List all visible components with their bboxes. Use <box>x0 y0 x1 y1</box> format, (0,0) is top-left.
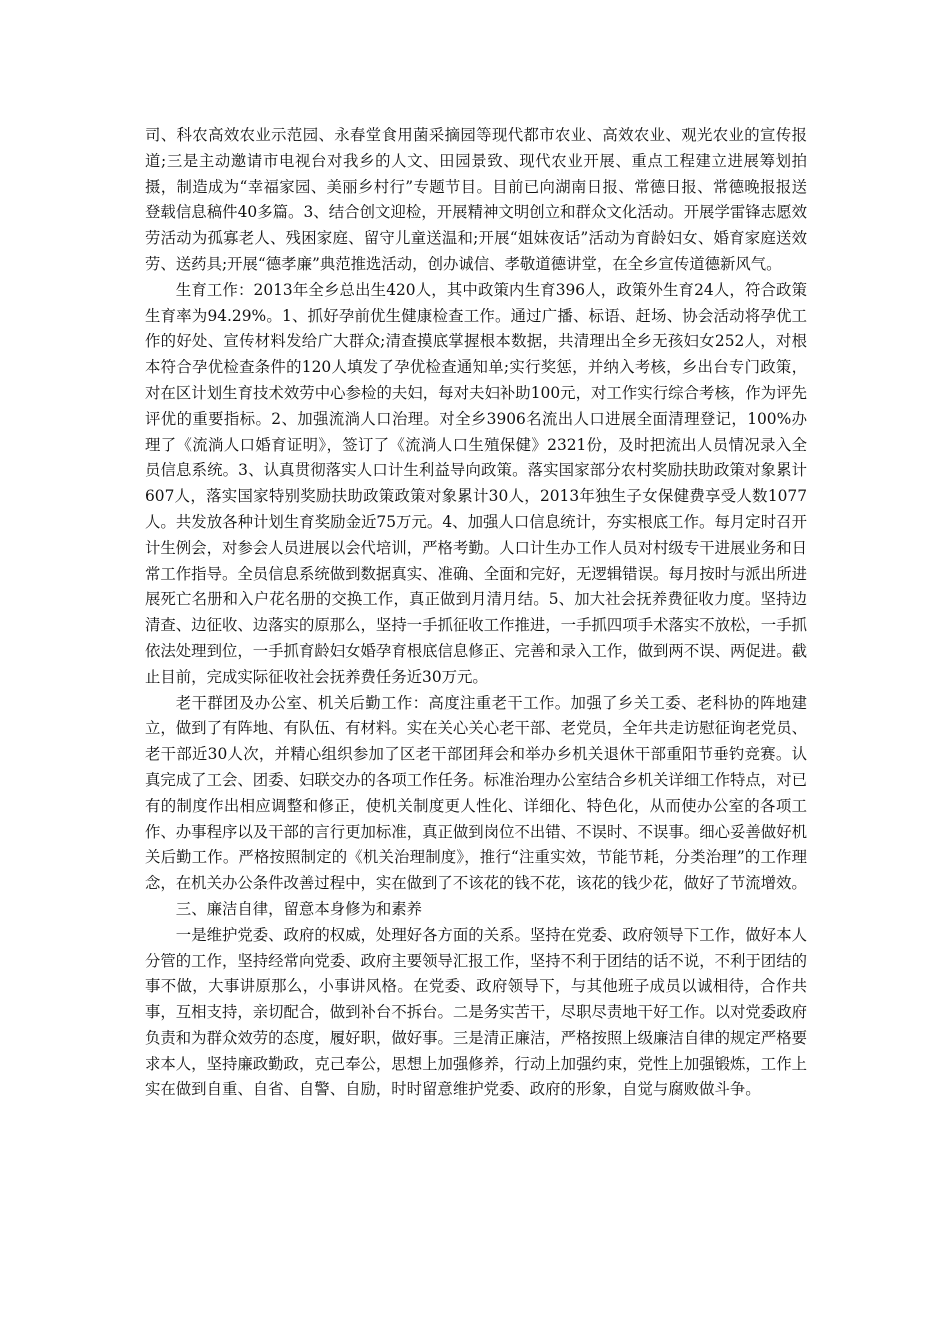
paragraph-integrity: 一是维护党委、政府的权威，处理好各方面的关系。坚持在党委、政府领导下工作，做好本人分管的工作，坚持经常向党委、政府主要领导汇报工作，坚持不利于团结的话不说，不利于团结的事不做，大事讲原那么，小事讲风格。在党委、政府领导下，与其他班子成员以诚相待，合作共事，互相支持，亲切配合，做到补台不拆台。二是务实苦干，尽职尽责地干好工作。以对党委政府负责和为群众效劳的态度，履好职，做好事。三是清正廉洁，严格按照上级廉洁自律的规定严格要求本人，坚持廉政勤政，克己奉公，思想上加强修养，行动上加强约束，党性上加强锻炼，工作上实在做到自重、自省、自警、自励，时时留意维护党委、政府的形象，自觉与腐败做斗争。 <box>145 925 807 1099</box>
section-heading-integrity: 三、廉洁自律，留意本身修为和素养 <box>175 899 423 918</box>
paragraph-family-planning: 生育工作：2013年全乡总出生420人，其中政策内生育396人，政策外生育24人，符合政策生育率为94.29%。1、抓好孕前优生健康检查工作。通过广播、标语、赶场、协会活动将孕优工作的好处、宣传材料发给广大群众;清查摸底掌握根本数据，共清理出全乡无孩妇女252人，对根本符合孕优检查条件的120人填发了孕优检查通知单;实行奖惩，并纳入考核，乡出台专门政策，对在区计划生育技术效劳中心参检的夫妇，每对夫妇补助100元，对工作实行综合考核，作为评先评优的重要指标。2、加强流淌人口治理。对全乡3906名流出人口进展全面清理登记，100%办理了《流淌人口婚育证明》，签订了《流淌人口生殖保健》2321份，及时把流出人员情况录入全员信息系统。3、认真贯彻落实人口计生利益导向政策。落实国家部分农村奖励扶助政策对象累计607人，落实国家特别奖励扶助政策政策对象累计30人，2013年独生子女保健费享受人数1077人。共发放各种计划生育奖励金近75万元。4、加强人口信息统计，夯实根底工作。每月定时召开计生例会，对参会人员进展以会代培训，严格考勤。人口计生办工作人员对村级专干进展业务和日常工作指导。全员信息系统做到数据真实、准确、全面和完好，无逻辑错误。每月按时与派出所进展死亡名册和入户花名册的交换工作，真正做到月清月结。5、加大社会抚养费征收力度。坚持边清查、边征收、边落实的原那么，坚持一手抓征收工作推进，一手抓四项手术落实不放松，一手抓依法处理到位，一手抓育龄妇女婚孕育根底信息修正、完善和录入工作，做到两不误、两促进。截止目前，完成实际征收社会抚养费任务近30万元。 <box>145 280 807 686</box>
document-body <box>145 123 807 1103</box>
paragraph-veteran-cadres-office: 老干群团及办公室、机关后勤工作：高度注重老干工作。加强了乡关工委、老科协的阵地建立，做到了有阵地、有队伍、有材料。实在关心关心老干部、老党员，全年共走访慰征询老党员、老干部近30人次，并精心组织参加了区老干部团拜会和举办乡机关退休干部重阳节垂钓竞赛。认真完成了工会、团委、妇联交办的各项工作任务。标准治理办公室结合乡机关详细工作特点，对已有的制度作出相应调整和修正，使机关制度更人性化、详细化、特色化，从而使办公室的各项工作、办事程序以及干部的言行更加标准，真正做到岗位不出错、不误时、不误事。细心妥善做好机关后勤工作。严格按照制定的《机关治理制度》，推行“注重实效，节能节耗，分类治理”的工作理念，在机关办公条件改善过程中，实在做到了不该花的钱不花，该花的钱少花，做好了节流增效。 <box>145 693 807 893</box>
paragraph-publicity-continued: 司、科农高效农业示范园、永春堂食用菌采摘园等现代都市农业、高效农业、观光农业的宣传报道;三是主动邀请市电视台对我乡的人文、田园景致、现代农业开展、重点工程建立进展筹划拍摄，制造成为“幸福家园、美丽乡村行”专题节目。目前已向湖南日报、常德日报、常德晚报报送登载信息稿件40多篇。3、结合创文迎检，开展精神文明创立和群众文化活动。开展学雷锋志愿效劳活动为孤寡老人、残困家庭、留守儿童送温和;开展“姐妹夜话”活动为育龄妇女、婚育家庭送效劳、送药具;开展“德孝廉”典范推选活动，创办诚信、孝敬道德讲堂，在全乡宣传道德新风气。 <box>145 126 807 273</box>
